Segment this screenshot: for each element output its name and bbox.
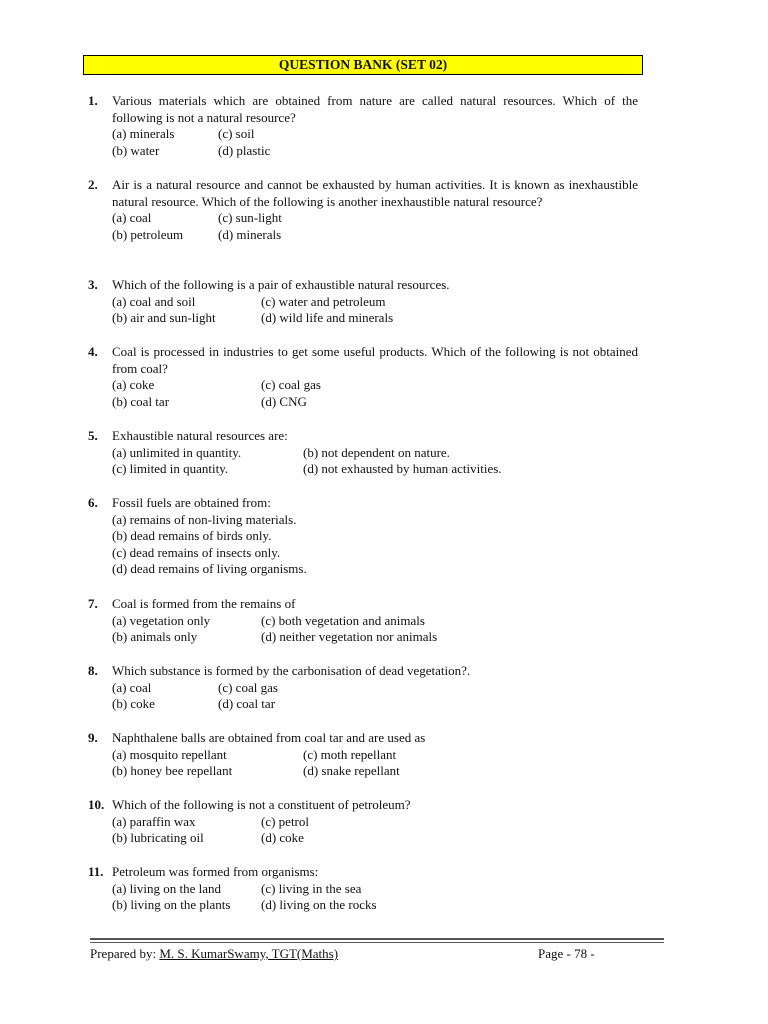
question-number: 8. bbox=[88, 663, 98, 678]
question-text: Exhaustible natural resources are: bbox=[112, 428, 288, 443]
question-text: Which of the following is a pair of exhaustible natural resources. bbox=[112, 277, 450, 292]
question-number: 7. bbox=[88, 596, 98, 611]
prepared-label: Prepared by: bbox=[90, 946, 157, 961]
question-number: 6. bbox=[88, 495, 98, 510]
option: (c) limited in quantity. bbox=[112, 461, 229, 477]
question-number: 4. bbox=[88, 344, 98, 359]
option: (b) air and sun-light bbox=[112, 310, 216, 326]
option: (a) paraffin wax bbox=[112, 813, 196, 829]
option: (c) sun-light bbox=[218, 210, 282, 226]
question-text: Various materials which are obtained from nature are called natural resources. Which of the following is not a natural resource? bbox=[112, 93, 638, 125]
question-text: Which of the following is not a constituent of petroleum? bbox=[112, 797, 411, 812]
question-1 bbox=[88, 93, 638, 159]
question-number: 10. bbox=[88, 797, 105, 812]
option: (d) dead remains of living organisms. bbox=[112, 561, 307, 577]
option: (a) unlimited in quantity. bbox=[112, 444, 242, 460]
option: (c) coal gas bbox=[261, 377, 321, 393]
option: (b) lubricating oil bbox=[112, 830, 204, 846]
question-5 bbox=[88, 428, 638, 478]
footer-divider bbox=[90, 942, 664, 943]
option: (b) living on the plants bbox=[112, 897, 231, 913]
question-text: Fossil fuels are obtained from: bbox=[112, 495, 271, 510]
question-11 bbox=[88, 864, 638, 914]
question-2 bbox=[88, 177, 638, 243]
option: (d) CNG bbox=[261, 393, 307, 409]
option: (c) living in the sea bbox=[261, 880, 362, 896]
option: (d) wild life and minerals bbox=[261, 310, 394, 326]
option: (c) dead remains of insects only. bbox=[112, 544, 281, 560]
question-number: 5. bbox=[88, 428, 98, 443]
option: (b) coal tar bbox=[112, 393, 170, 409]
option: (d) not exhausted by human activities. bbox=[303, 461, 502, 477]
option: (c) soil bbox=[218, 126, 255, 142]
option: (d) minerals bbox=[218, 226, 282, 242]
question-text: Coal is processed in industries to get some useful products. Which of the following is not obtained from coal? bbox=[112, 344, 638, 376]
option: (a) vegetation only bbox=[112, 612, 211, 628]
option: (b) not dependent on nature. bbox=[303, 444, 450, 460]
question-8 bbox=[88, 663, 638, 713]
footer-credit bbox=[90, 946, 338, 962]
question-text: Which substance is formed by the carbonisation of dead vegetation?. bbox=[112, 663, 471, 678]
option: (c) both vegetation and animals bbox=[261, 612, 425, 628]
option: (c) water and petroleum bbox=[261, 293, 386, 309]
question-text: Air is a natural resource and cannot be exhausted by human activities. It is known as inexhaustible natural resource. Which of the following is another inexhaustible natural resource? bbox=[112, 177, 638, 209]
question-4 bbox=[88, 344, 638, 410]
option: (b) dead remains of birds only. bbox=[112, 528, 272, 544]
option: (b) water bbox=[112, 142, 160, 158]
option: (a) living on the land bbox=[112, 880, 222, 896]
option: (b) animals only bbox=[112, 629, 198, 645]
option: (d) coal tar bbox=[218, 696, 276, 712]
option: (b) honey bee repellant bbox=[112, 763, 233, 779]
option: (d) living on the rocks bbox=[261, 897, 377, 913]
question-number: 1. bbox=[88, 93, 98, 108]
option: (a) coke bbox=[112, 377, 155, 393]
option: (a) minerals bbox=[112, 126, 175, 142]
question-10 bbox=[88, 797, 638, 847]
option: (c) moth repellant bbox=[303, 746, 397, 762]
author-name: M. S. KumarSwamy, TGT(Maths) bbox=[159, 946, 339, 961]
page-number: Page - 78 - bbox=[538, 946, 595, 961]
option: (d) plastic bbox=[218, 142, 271, 158]
option: (c) coal gas bbox=[218, 679, 278, 695]
question-number: 2. bbox=[88, 177, 98, 192]
option: (d) coke bbox=[261, 830, 304, 846]
option: (a) coal and soil bbox=[112, 293, 196, 309]
option: (a) coal bbox=[112, 210, 152, 226]
option: (b) coke bbox=[112, 696, 155, 712]
footer-divider bbox=[90, 938, 664, 940]
question-number: 9. bbox=[88, 730, 98, 745]
option: (a) coal bbox=[112, 679, 152, 695]
option: (a) remains of non-living materials. bbox=[112, 511, 297, 527]
question-number: 3. bbox=[88, 277, 98, 292]
option: (b) petroleum bbox=[112, 226, 184, 242]
question-9 bbox=[88, 730, 638, 780]
question-text: Coal is formed from the remains of bbox=[112, 596, 296, 611]
question-number: 11. bbox=[88, 864, 104, 879]
option: (a) mosquito repellant bbox=[112, 746, 227, 762]
question-7 bbox=[88, 596, 638, 646]
option: (c) petrol bbox=[261, 813, 310, 829]
question-6 bbox=[88, 495, 638, 578]
page-title: QUESTION BANK (SET 02) bbox=[83, 55, 643, 75]
question-3 bbox=[88, 277, 638, 327]
question-text: Petroleum was formed from organisms: bbox=[112, 864, 319, 879]
option: (d) snake repellant bbox=[303, 763, 400, 779]
option: (d) neither vegetation nor animals bbox=[261, 629, 438, 645]
question-text: Naphthalene balls are obtained from coal tar and are used as bbox=[112, 730, 426, 745]
